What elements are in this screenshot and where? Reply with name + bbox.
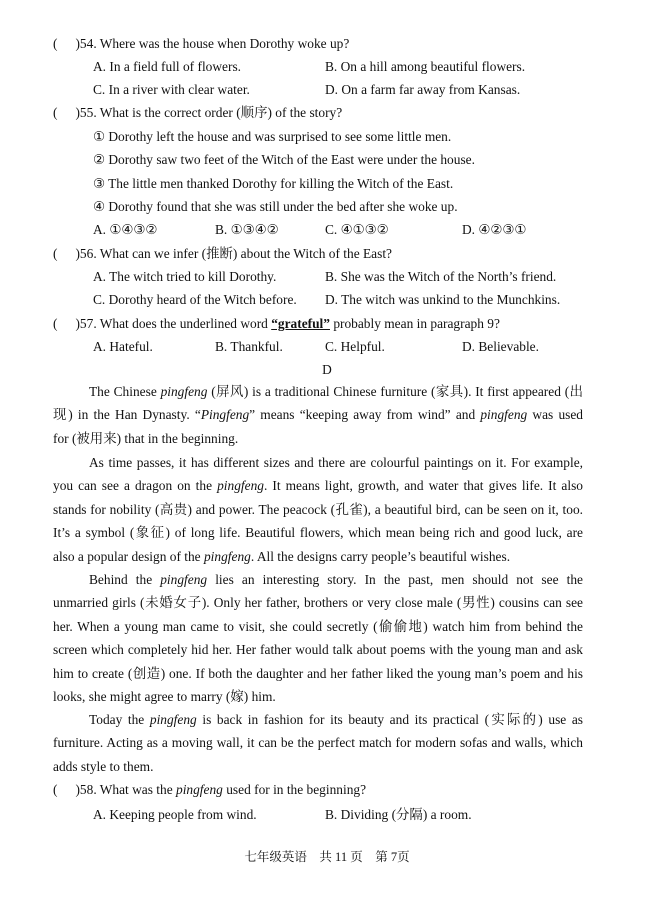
question-stem: )58. What was the bbox=[75, 782, 176, 797]
answer-paren: ( bbox=[53, 36, 58, 51]
question-stem: )55. What is the correct order (顺序) of the story? bbox=[75, 105, 343, 120]
passage-paragraph-4: Today the pingfeng is back in fashion for its beauty and its practical (实际的) use as furniture. Acting as a moving wall, it can be the perfect match for modern sofas and walls, which adds style to them. bbox=[53, 712, 583, 774]
option-b: B. Thankful. bbox=[215, 339, 283, 354]
question-stem: )56. What can we infer (推断) about the Witch of the East? bbox=[75, 246, 392, 261]
story-event-3: ③ The little men thanked Dorothy for killing the Witch of the East. bbox=[93, 176, 454, 191]
option-a: A. The witch tried to kill Dorothy. bbox=[93, 269, 277, 284]
passage-paragraph-3: Behind the pingfeng lies an interesting story. In the past, men should not see the unmarried girls (未婚女子). Only her father, brothers or very close male (男性) cousins can see her. When a young man came to visit, she could secretly (偷偷地) watch him from behind the screen which completely hid her. Her father would talk about poems with the young man and ask him to create (创造) one. If both the daughter and her father liked the young man’s poem and his looks, she might agree to marry (嫁) him. bbox=[53, 572, 583, 704]
option-c: C. In a river with clear water. bbox=[93, 82, 250, 97]
answer-paren: ( bbox=[53, 782, 58, 797]
underlined-word: “grateful” bbox=[271, 316, 330, 331]
passage-paragraph-2: As time passes, it has different sizes and there are colourful paintings on it. For example, you can see a dragon on the pingfeng. It means light, growth, and water that gives life. It also stands for nobility (高贵) and power. The peacock (孔雀), a beautiful bird, can be seen on it, too. It’s a symbol (象征) of long life. Beautiful flowers, which mean being rich and good luck, are also a popular design of the pingfeng. All the designs carry people’s beautiful wishes. bbox=[53, 455, 583, 564]
option-a: A. In a field full of flowers. bbox=[93, 59, 241, 74]
option-d: D. Believable. bbox=[462, 339, 539, 354]
option-b: B. Dividing (分隔) a room. bbox=[325, 807, 472, 822]
option-d: D. ④②③① bbox=[462, 222, 527, 237]
option-a: A. Hateful. bbox=[93, 339, 153, 354]
option-a: A. Keeping people from wind. bbox=[93, 807, 257, 822]
passage-paragraph-1: The Chinese pingfeng (屏风) is a traditional Chinese furniture (家具). It first appeared (出 现) in the Han Dynasty. “Pingfeng” means “keeping away from wind” and pingfeng was used for (被用来) that in the beginning. bbox=[53, 384, 583, 446]
option-c: C. Helpful. bbox=[325, 339, 385, 354]
option-d: D. On a farm far away from Kansas. bbox=[325, 82, 521, 97]
page-footer: 七年级英语 共 11 页 第 7页 bbox=[244, 850, 410, 864]
question-55 bbox=[53, 104, 342, 122]
story-event-4: ④ Dorothy found that she was still under the bed after she woke up. bbox=[93, 199, 458, 214]
answer-paren: ( bbox=[53, 316, 58, 331]
answer-paren: ( bbox=[53, 246, 58, 261]
question-57: ( )57. What does the underlined word “grateful” probably mean in paragraph 9? bbox=[53, 316, 500, 331]
option-a: A. ①④③② bbox=[93, 222, 158, 237]
option-d: D. The witch was unkind to the Munchkins. bbox=[325, 292, 561, 307]
section-heading: D bbox=[322, 362, 332, 377]
option-c: C. ④①③② bbox=[325, 222, 389, 237]
question-stem: )57. What does the underlined word bbox=[75, 316, 272, 331]
question-stem: )54. Where was the house when Dorothy woke up? bbox=[75, 36, 350, 51]
story-event-2: ② Dorothy saw two feet of the Witch of the East were under the house. bbox=[93, 152, 475, 167]
question-54 bbox=[53, 35, 349, 53]
option-b: B. ①③④② bbox=[215, 222, 279, 237]
option-c: C. Dorothy heard of the Witch before. bbox=[93, 292, 297, 307]
question-56 bbox=[53, 245, 392, 263]
answer-paren: ( bbox=[53, 105, 58, 120]
option-b: B. She was the Witch of the North’s friend. bbox=[325, 269, 557, 284]
story-event-1: ① Dorothy left the house and was surprised to see some little men. bbox=[93, 129, 452, 144]
option-b: B. On a hill among beautiful flowers. bbox=[325, 59, 526, 74]
question-58: ( )58. What was the pingfeng used for in the beginning? bbox=[53, 782, 367, 797]
